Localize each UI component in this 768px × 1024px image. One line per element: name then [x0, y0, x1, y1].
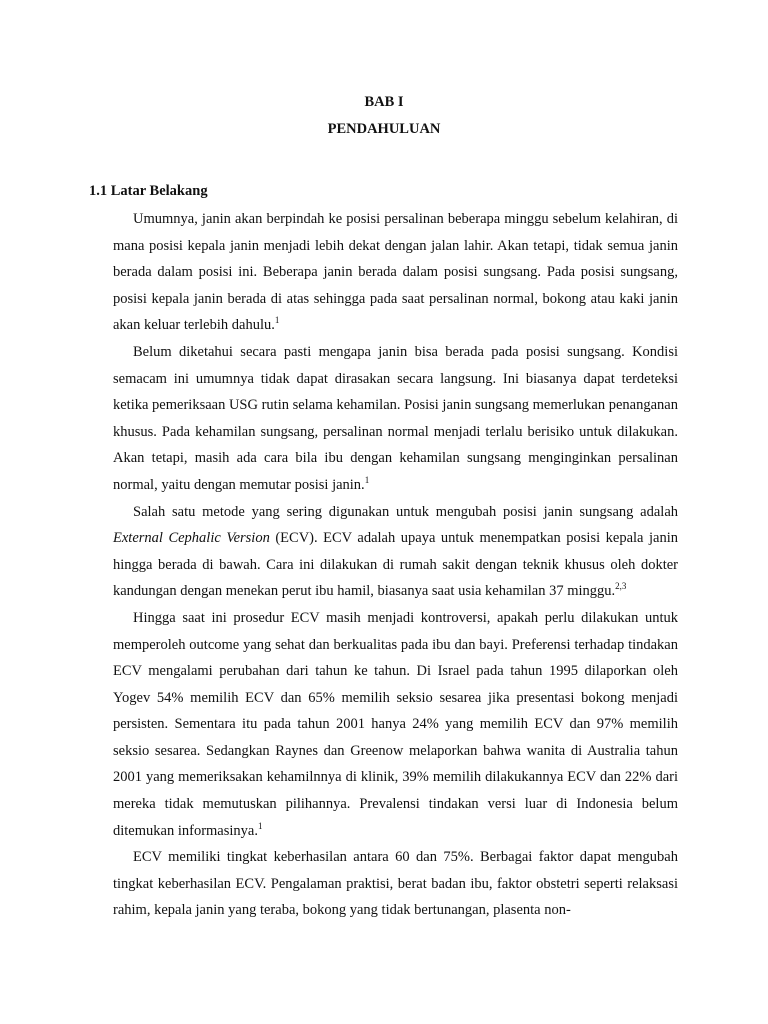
paragraph-text: Belum diketahui secara pasti mengapa janin bisa berada pada posisi sungsang. Kondisi semacam ini umumnya tidak dapat dirasakan secara langsung. Ini biasanya dapat terdeteksi ketika pemeriksaan USG rutin selama kehamilan. Posisi janin sungsang memerlukan penanganan khusus. Pada kehamilan sungsang, persalinan normal menjadi terlalu berisiko untuk dilakukan. Akan tetapi, masih ada cara bila ibu dengan kehamilan sungsang menginginkan persalinan normal, yaitu dengan memutar posisi janin.: [113, 343, 678, 493]
paragraph-text: Umumnya, janin akan berpindah ke posisi persalinan beberapa minggu sebelum kelahiran, di mana posisi kepala janin menjadi lebih dekat dengan jalan lahir. Akan tetapi, tidak semua janin berada dalam posisi ini. Beberapa janin berada dalam posisi sungsang. Pada posisi sungsang, posisi kepala janin berada di atas sehingga pada saat persalinan normal, bokong atau kaki janin akan keluar terlebih dahulu.: [113, 211, 678, 334]
italic-term: External Cephalic Version: [113, 530, 270, 547]
section-heading: 1.1 Latar Belakang: [89, 183, 208, 199]
paragraph-lead: Salah satu metode yang sering digunakan untuk mengubah posisi janin sungsang adalah: [133, 503, 678, 520]
paragraph-1: [113, 206, 678, 339]
chapter-number: BAB I: [364, 94, 404, 110]
paragraph-5: [113, 844, 678, 924]
footnote-ref: 2,3: [615, 581, 627, 592]
footnote-ref: 1: [257, 820, 263, 831]
paragraph-2: [113, 339, 678, 499]
paragraph-text: ECV memiliki tingkat keberhasilan antara 60 dan 75%. Berbagai faktor dapat mengubah tingkat keberhasilan ECV. Pengalaman praktisi, berat badan ibu, faktor obstetri seperti relaksasi rahim, kepala janin yang teraba, bokong yang tidak bertunangan, plasenta non-: [113, 849, 678, 919]
paragraph-4: [113, 605, 678, 844]
chapter-title: PENDAHULUAN: [327, 121, 441, 137]
paragraph-text: (ECV). ECV adalah upaya untuk menempatkan posisi kepala janin hingga berada di bawah. Cara ini dilakukan di rumah sakit dengan teknik khusus oleh dokter kandungan dengan menekan perut ibu hamil, biasanya saat usia kehamilan 37 minggu.: [113, 530, 679, 600]
paragraph-3: [113, 499, 678, 605]
paragraph-text: Hingga saat ini prosedur ECV masih menjadi kontroversi, apakah perlu dilakukan untuk memperoleh outcome yang sehat dan berkualitas pada ibu dan bayi. Preferensi terhadap tindakan ECV mengalami perubahan dari tahun ke tahun. Di Israel pada tahun 1995 dilaporkan oleh Yogev 54% memilih ECV dan 65% memilih seksio sesarea jika presentasi bokong menjadi persisten. Sementara itu pada tahun 2001 hanya 24% yang memilih ECV dan 97% memilih seksio sesarea. Sedangkan Raynes dan Greenow melaporkan bahwa wanita di Australia tahun 2001 yang memeriksakan kehamilnnya di klinik, 39% memilih dilakukannya ECV dan 22% dari mereka tidak memutuskan pilihannya. Prevalensi tindakan versi luar di Indonesia belum ditemukan informasinya.: [113, 609, 678, 839]
footnote-ref: 1: [364, 475, 370, 486]
footnote-ref: 1: [274, 315, 280, 326]
document-body: [113, 206, 678, 924]
